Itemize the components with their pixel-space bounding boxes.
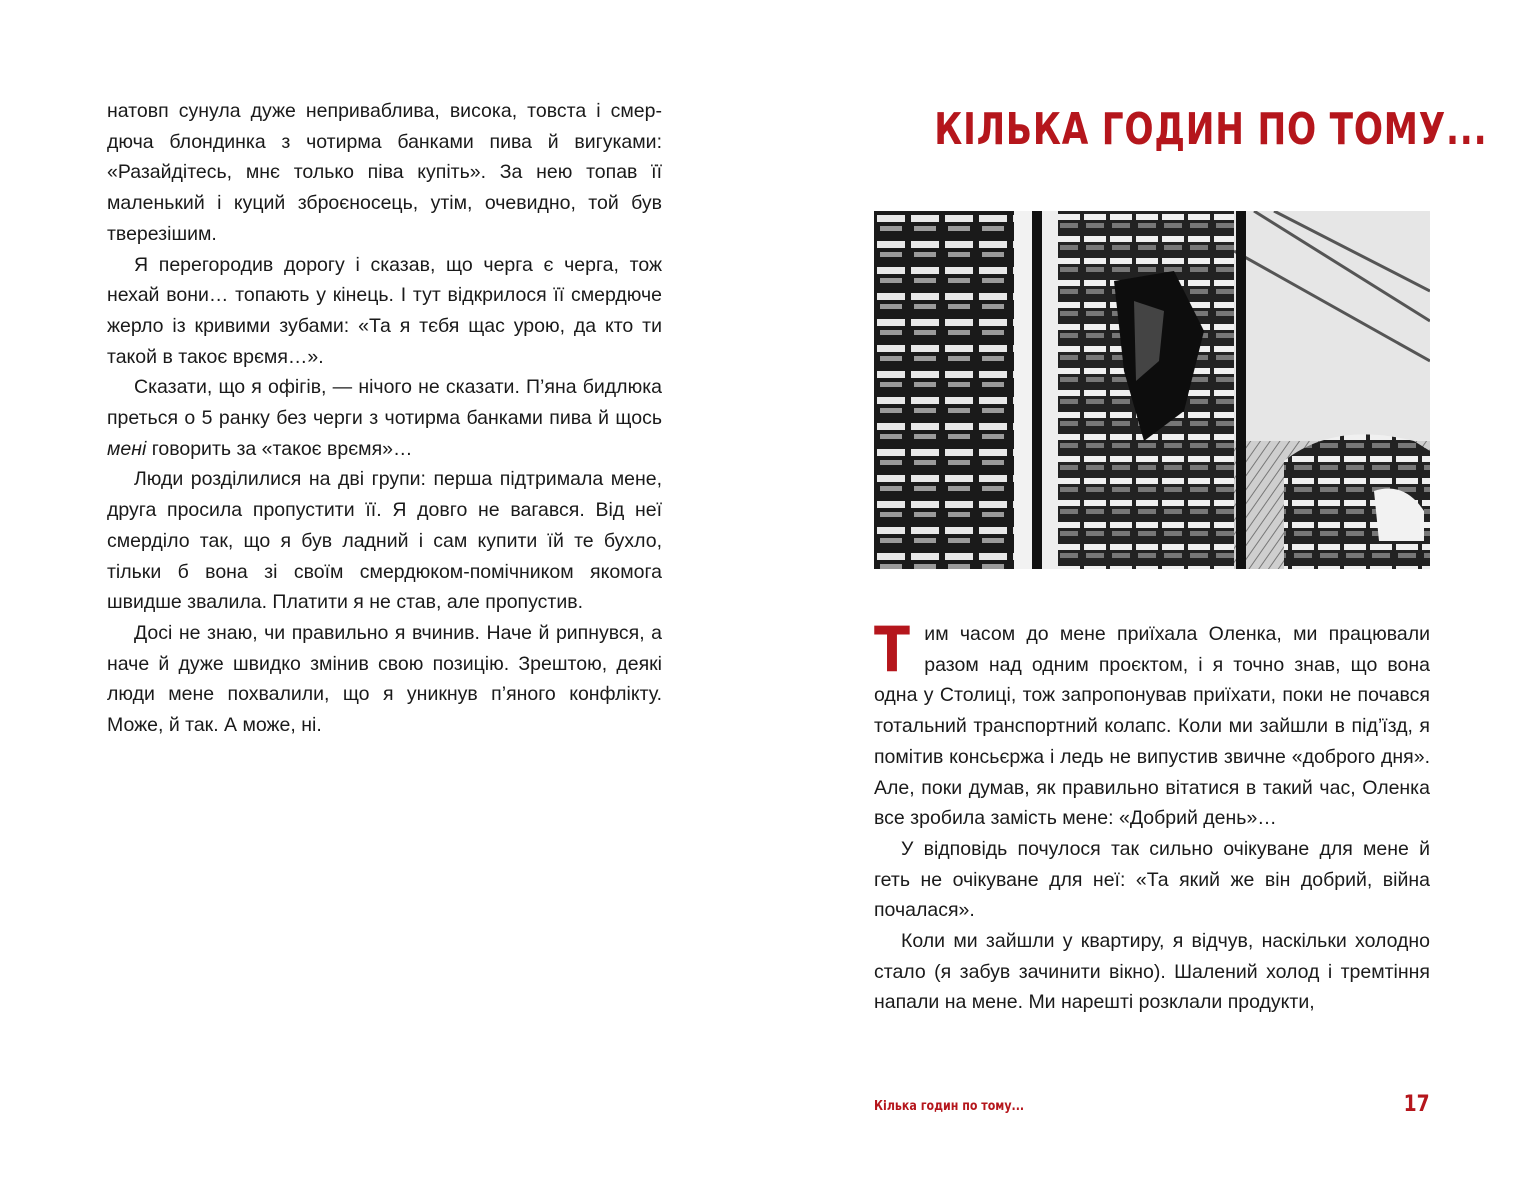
paragraph-text: Сказати, що я офігів, — нічого не сказати. П’яна бидлюка преться о 5 ранку без черги з чотирма банками пива й щось [107, 376, 662, 430]
paragraph-text: говорить за «такоє врємя»… [146, 437, 413, 460]
paragraph: натовп сунула дуже неприваблива, висока, товста і смердюча блондинка з чотирма банками пива й вигуками: «Разайдітесь, мнє только піва купіть». За нею топав її маленький і куций зброєносець, утім, очевидно, той був тверезішим. [107, 100, 662, 245]
left-page-text [107, 96, 662, 741]
paragraph-text: им часом до мене приїхала Оленка, ми працювали разом над одним проєктом, і я точно знав, що вона одна у Столиці, тож запропонував приїхати, поки не почався тотальний транспортний колапс. Коли ми зайшли в під’їзд, я помітив консьєржа і ледь не випустив звичне «доброго дня». Але, поки думав, як правильно вітатися в такий час, Оленка все зробила замість мене: «Добрий день»… [874, 623, 1430, 830]
paragraph [874, 613, 1430, 834]
drop-cap: Т [874, 613, 910, 686]
running-head: Кілька годин по тому... [874, 1099, 1025, 1114]
paragraph [107, 372, 662, 464]
paragraph: Люди розділилися на дві групи: перша підтримала мене, друга просила пропустити її. Я довго не вагався. Від неї смерділо так, що я був ладний і сам купити їй те бухло, тільки б вона зі своїм смердюком-помічником якомога швидше звалила. Платити я не став, але пропустив. [107, 468, 662, 614]
right-page-text [874, 613, 1430, 1018]
paragraph: Коли ми зайшли у квартиру, я відчув, наскільки холодно стало (я забув зачинити вікно). Шалений холод і тремтіння напали на мене. Ми нарешті розклали продукти, [874, 930, 1430, 1014]
chapter-title: КІЛЬКА ГОДИН ПО ТОМУ... [934, 104, 1488, 155]
paragraph: У відповідь почулося так сильно очікуване для мене й геть не очікуване для неї: «Та який же він добрий, війна почалася». [874, 837, 1430, 922]
italic-word: мені [107, 437, 147, 460]
paragraph: Я перегородив дорогу і сказав, що черга є черга, тож нехай вони… топають у кінець. І тут відкрилося її смердюче жерло із кривими зубами: «Та я тєбя щас урою, да кто ти такой в такоє врємя…». [107, 253, 662, 368]
page-number: 17 [1403, 1092, 1430, 1117]
paragraph: Досі не знаю, чи правильно я вчинив. Наче й рипнувся, а наче й дуже швидко змінив свою позицію. Зрештою, деякі люди мене похвалили, що я уникнув п’яного конфлікту. Може, й так. А може, ні. [107, 621, 662, 737]
building-illustration [874, 211, 1430, 569]
